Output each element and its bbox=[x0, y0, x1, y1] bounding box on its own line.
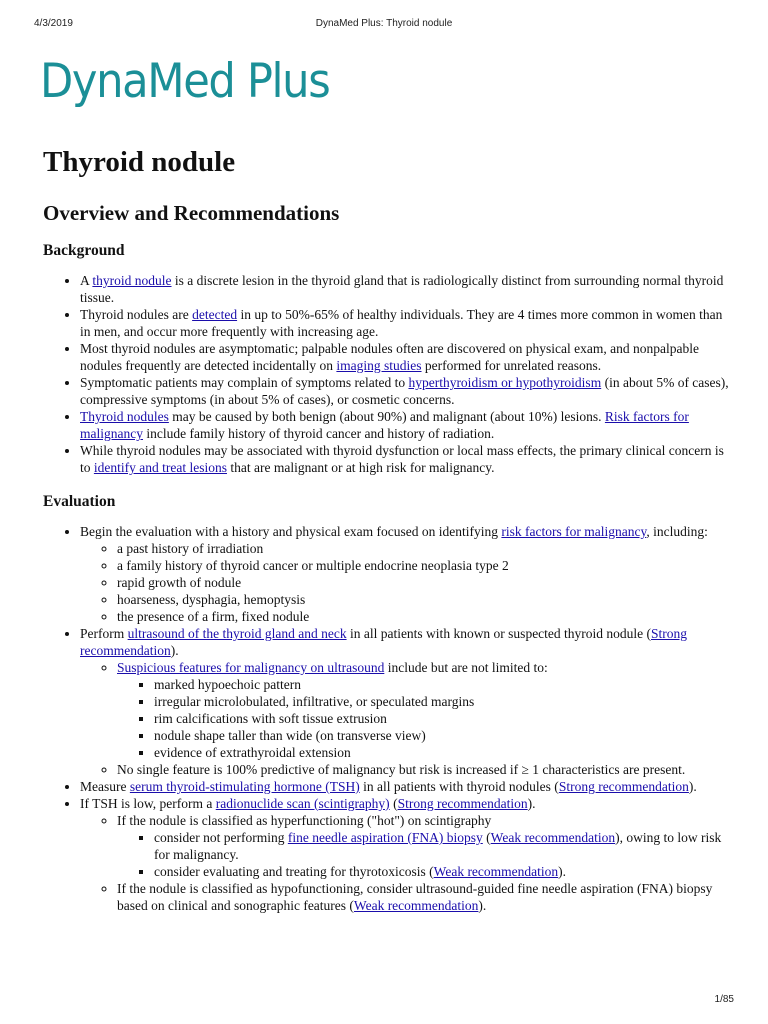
overview-heading: Overview and Recommendations bbox=[43, 201, 340, 225]
background-list bbox=[43, 272, 733, 476]
fna-biopsy-link[interactable]: fine needle aspiration (FNA) biopsy bbox=[287, 830, 483, 845]
list-item: ▪ marked hypoechoic pattern bbox=[154, 676, 733, 693]
strong-recommendation-link[interactable]: Strong recommendation bbox=[80, 626, 688, 658]
background-heading: Background bbox=[43, 242, 125, 259]
list-item: ▪ evidence of extrathyroidal extension bbox=[154, 744, 733, 761]
list-item: • Symptomatic patients may complain of symptoms related to hyperthyroidism or hypothyroidism (in about 5% of cases), compressive symptoms (in about 5% of cases), or cosmetic concerns. bbox=[80, 374, 733, 408]
list-item: • Most thyroid nodules are asymptomatic; palpable nodules often are discovered on physical exam, and nonpalpable nodules frequently are detected incidentally on imaging studies performed for unrelated reasons. bbox=[80, 340, 733, 374]
weak-recommendation-link[interactable]: Weak recommendation bbox=[353, 898, 479, 913]
list-item: ◦ If the nodule is classified as hyperfunctioning ("hot") on scintigraphy ▪ consider not performing fine needle aspiration (FNA) biopsy (Weak recommendation), owing to low risk for malignancy. ▪ consider evaluating and treating for thyrotoxicosis (Weak recommendation). bbox=[117, 812, 733, 880]
evaluation-list bbox=[43, 523, 733, 914]
list-item: ◦ the presence of a firm, fixed nodule bbox=[117, 608, 733, 625]
list-item: • If TSH is low, perform a radionuclide scan (scintigraphy) (Strong recommendation). ◦ If the nodule is classified as hyperfunctioning ("hot") on scintigraphy ▪ consider not performing fine needle aspiration (FNA) biopsy (Weak recommendation), owing to low risk for malignancy. ▪ consider evaluating and treating for thyrotoxicosis (Weak recommendation). ◦ If the nodule is classified as hypofunctioning, consider ultrasound-guided fine needle aspiration (FNA) biopsy based on clinical and sonographic features (Weak recommendation). bbox=[80, 795, 733, 914]
radionuclide-scan-link[interactable]: radionuclide scan (scintigraphy) bbox=[215, 796, 390, 811]
print-header bbox=[0, 18, 768, 32]
article-content bbox=[43, 140, 733, 914]
list-item: • Thyroid nodules may be caused by both benign (about 90%) and malignant (about 10%) lesions. Risk factors for malignancy include family history of thyroid cancer and history of radiation. bbox=[80, 408, 733, 442]
list-item: • A thyroid nodule is a discrete lesion in the thyroid gland that is radiologically distinct from surrounding normal thyroid tissue. bbox=[80, 272, 733, 306]
risk-factors-malignancy-link[interactable]: risk factors for malignancy bbox=[501, 524, 647, 539]
list-item: • Thyroid nodules are detected in up to 50%-65% of healthy individuals. They are 4 times more common in women than in men, and occur more frequently with increasing age. bbox=[80, 306, 733, 340]
page-title: Thyroid nodule bbox=[43, 146, 236, 178]
strong-recommendation-link[interactable]: Strong recommendation bbox=[397, 796, 528, 811]
suspicious-features-sublist bbox=[117, 676, 733, 761]
thyroid-nodule-link[interactable]: thyroid nodule bbox=[92, 273, 172, 288]
evaluation-heading: Evaluation bbox=[43, 493, 116, 510]
print-title: DynaMed Plus: Thyroid nodule bbox=[315, 18, 453, 29]
list-item: ◦ a family history of thyroid cancer or multiple endocrine neoplasia type 2 bbox=[117, 557, 733, 574]
list-item: ▪ nodule shape taller than wide (on transverse view) bbox=[154, 727, 733, 744]
list-item: ◦ a past history of irradiation bbox=[117, 540, 733, 557]
list-item: • Measure serum thyroid-stimulating hormone (TSH) in all patients with thyroid nodules (Strong recommendation). bbox=[80, 778, 733, 795]
scintigraphy-sublist bbox=[80, 812, 733, 914]
list-item: ◦ hoarseness, dysphagia, hemoptysis bbox=[117, 591, 733, 608]
ultrasound-sublist bbox=[80, 659, 733, 778]
weak-recommendation-link[interactable]: Weak recommendation bbox=[433, 864, 559, 879]
tsh-link[interactable]: serum thyroid-stimulating hormone (TSH) bbox=[129, 779, 360, 794]
list-item: ▪ irregular microlobulated, infiltrative, or speculated margins bbox=[154, 693, 733, 710]
detected-link[interactable]: detected bbox=[192, 307, 238, 322]
page-number: 1/85 bbox=[714, 994, 734, 1005]
hyperfunctioning-sublist bbox=[117, 829, 733, 880]
list-item: • While thyroid nodules may be associated with thyroid dysfunction or local mass effects, the primary clinical concern is to identify and treat lesions that are malignant or at high risk for malignancy. bbox=[80, 442, 733, 476]
list-item: ◦ Suspicious features for malignancy on ultrasound include but are not limited to: ▪ marked hypoechoic pattern ▪ irregular microlobulated, infiltrative, or speculated margins ▪ rim calcifications with soft tissue extrusion ▪ nodule shape taller than wide (on transverse view) ▪ evidence of extrathyroidal extension bbox=[117, 659, 733, 761]
list-item: ◦ rapid growth of nodule bbox=[117, 574, 733, 591]
weak-recommendation-link[interactable]: Weak recommendation bbox=[490, 830, 616, 845]
suspicious-features-link[interactable]: Suspicious features for malignancy on ultrasound bbox=[117, 660, 385, 675]
imaging-studies-link[interactable]: imaging studies bbox=[336, 358, 422, 373]
list-item: ▪ consider evaluating and treating for thyrotoxicosis (Weak recommendation). bbox=[154, 863, 733, 880]
list-item: • Begin the evaluation with a history and physical exam focused on identifying risk factors for malignancy, including: ◦ a past history of irradiation ◦ a family history of thyroid cancer or multiple endocrine neoplasia type 2 ◦ rapid growth of nodule ◦ hoarseness, dysphagia, hemoptysis ◦ the presence of a firm, fixed nodule bbox=[80, 523, 733, 625]
list-item: ▪ consider not performing fine needle aspiration (FNA) biopsy (Weak recommendation), owing to low risk for malignancy. bbox=[154, 829, 733, 863]
identify-treat-link[interactable]: identify and treat lesions bbox=[93, 460, 227, 475]
print-date: 4/3/2019 bbox=[34, 18, 73, 29]
list-item: ▪ rim calcifications with soft tissue extrusion bbox=[154, 710, 733, 727]
list-item: • Perform ultrasound of the thyroid gland and neck in all patients with known or suspected thyroid nodule (Strong recommendation). ◦ Suspicious features for malignancy on ultrasound include but are not limited to: ▪ marked hypoechoic pattern ▪ irregular microlobulated, infiltrative, or speculated margins ▪ rim calcifications with soft tissue extrusion ▪ nodule shape taller than wide (on transverse view) ▪ evidence of extrathyroidal extension ◦ No single feature is 100% predictive of malignancy but risk is increased if ≥ 1 characteristics are present. bbox=[80, 625, 733, 778]
dynamed-logo: DynaMed Plus bbox=[40, 54, 330, 109]
list-item: ◦ If the nodule is classified as hypofunctioning, consider ultrasound-guided fine needle aspiration (FNA) biopsy based on clinical and sonographic features (Weak recommendation). bbox=[117, 880, 733, 914]
list-item: ◦ No single feature is 100% predictive of malignancy but risk is increased if ≥ 1 characteristics are present. bbox=[117, 761, 733, 778]
thyroid-nodules-link[interactable]: Thyroid nodules bbox=[80, 409, 169, 424]
risk-factor-sublist bbox=[80, 540, 733, 625]
strong-recommendation-link[interactable]: Strong recommendation bbox=[558, 779, 689, 794]
risk-factors-link[interactable]: Risk factors for malignancy bbox=[80, 409, 689, 441]
hyper-hypothyroidism-link[interactable]: hyperthyroidism or hypothyroidism bbox=[408, 375, 602, 390]
ultrasound-link[interactable]: ultrasound of the thyroid gland and neck bbox=[127, 626, 347, 641]
